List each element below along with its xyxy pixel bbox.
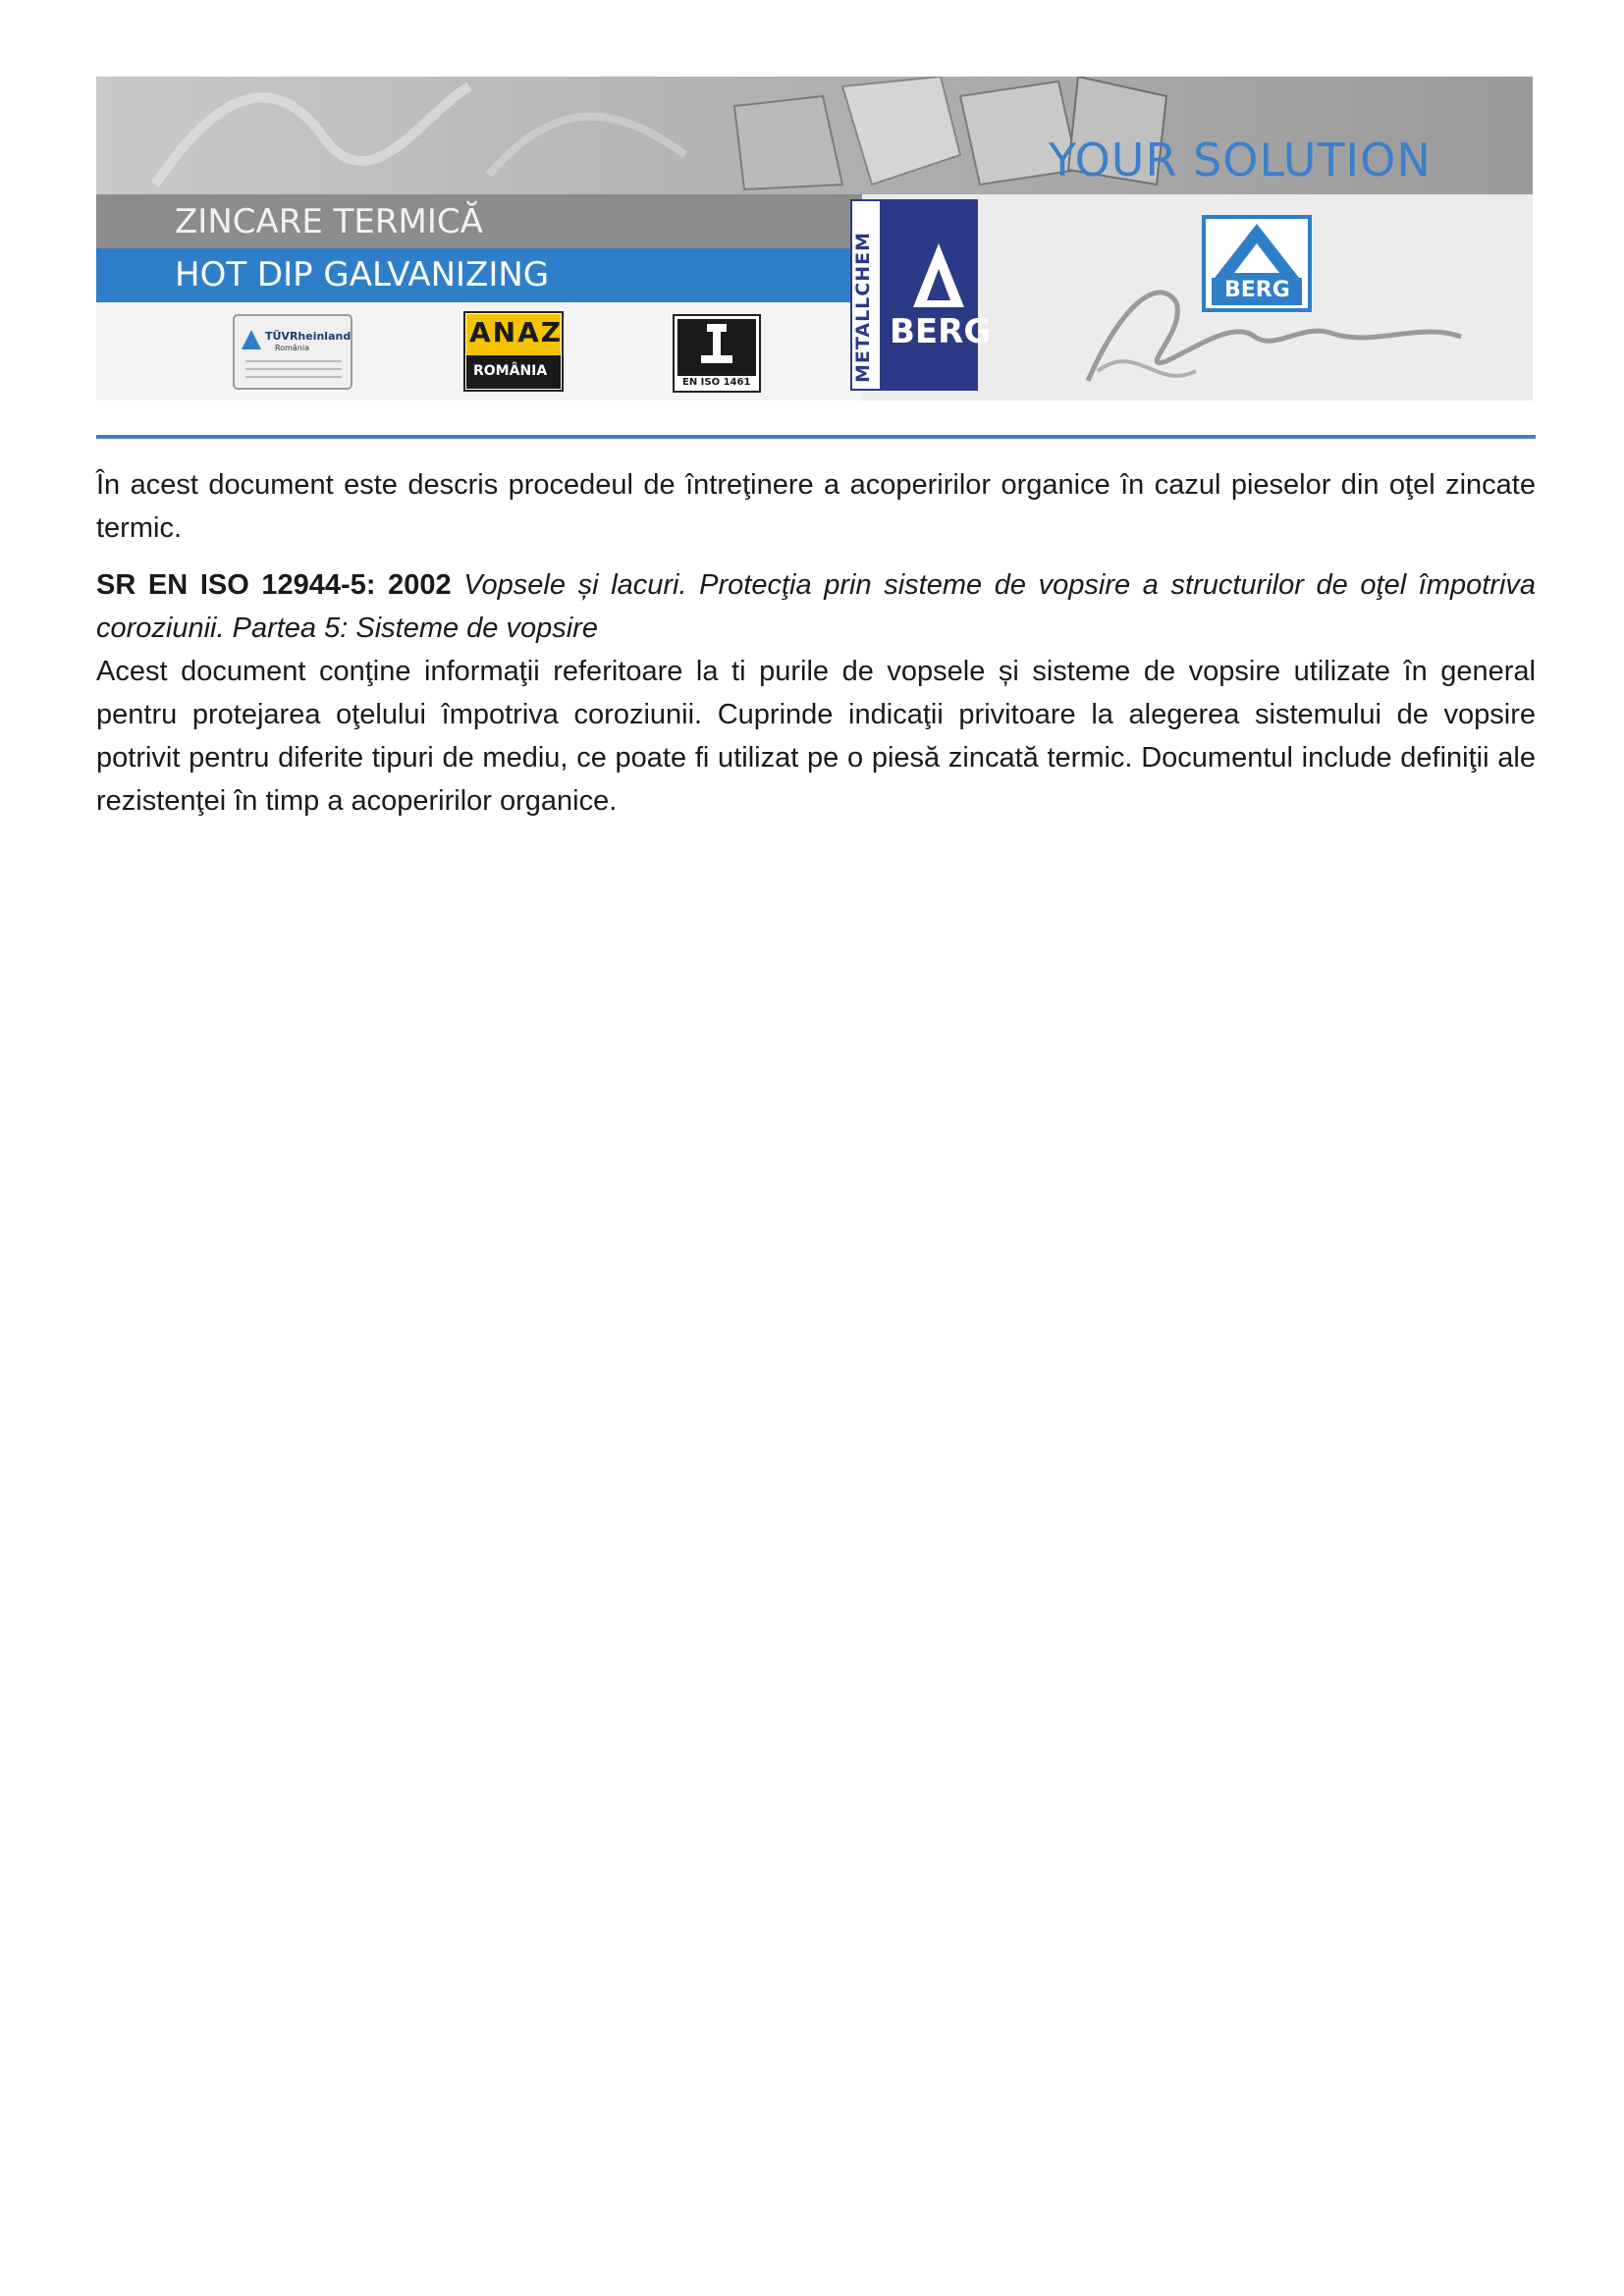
header-banner [96,77,1533,400]
header-divider [96,435,1536,439]
standard-code: SR EN ISO 12944-5: 2002 [96,569,452,601]
metallchem-label: METALLCHEM [852,231,874,383]
document-body [96,463,1536,823]
tuv-logo-country: România [275,344,309,352]
anaz-logo-country: ROMÂNIA [473,363,548,379]
standard-heading [96,563,1536,650]
anaz-logo-label: ANAZ [469,316,564,348]
berg-logo-label: BERG [1224,278,1290,302]
standard-title: Vopsele și lacuri. Protecţia prin sisteme de vopsire a structurilor de oţel împotriva coroziunii. Partea 5: Sisteme de vopsire [96,569,1537,644]
slogan: YOUR SOLUTION [1049,133,1432,187]
intro-paragraph: În acest document este descris procedeul de întreţinere a acoperirilor organice în cazul pieselor din oţel zincate termic. [96,469,1536,544]
banner-title-en: HOT DIP GALVANIZING [175,255,550,294]
metallchem-berg-label: BERG [890,312,992,351]
standard-description: Acest document conţine informaţii referitoare la ti purile de vopsele și sisteme de vopsire utilizate în general pentru protejarea oţelului împotriva coroziunii. Cuprinde indicaţii privitoare la alegerea sistemului de vopsire potrivit pentru diferite tipuri de mediu, ce poate fi utilizat pe o piesă zincată termic. Documentul include definiţii ale rezistenţei în timp a acoperirilor organice. [96,656,1536,817]
iso-badge-label: EN ISO 1461 [682,377,751,388]
tuv-logo-label: TÜVRheinland [265,330,352,343]
banner-title-ro: ZINCARE TERMICĂ [175,202,483,241]
